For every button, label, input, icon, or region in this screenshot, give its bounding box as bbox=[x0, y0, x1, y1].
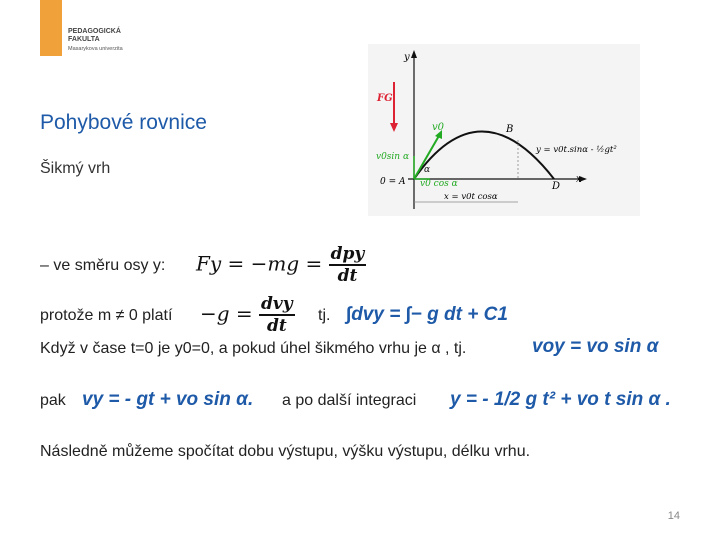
eq2-denominator: dt bbox=[267, 316, 287, 336]
equation-vy: vy = - gt + vo sin α. bbox=[82, 389, 254, 410]
eq2-fraction bbox=[259, 294, 295, 336]
protoze-text: protože m ≠ 0 platí bbox=[40, 307, 173, 324]
y-direction-text: – ve směru osy y: bbox=[40, 257, 166, 274]
axis-x-label: x bbox=[576, 174, 582, 185]
logo-subtitle: Masarykova univerzita bbox=[68, 46, 123, 52]
equation-integral: ∫dvy = ∫− g dt + C1 bbox=[346, 304, 508, 325]
v0-label: v0 bbox=[432, 122, 445, 133]
x-equation-label: x = v0t cosα bbox=[444, 192, 498, 202]
logo-text bbox=[68, 28, 121, 44]
equation-y: y = - 1/2 g t² + vo t sin α . bbox=[450, 389, 671, 410]
slide-subtitle: Šikmý vrh bbox=[40, 160, 111, 177]
point-d-label: D bbox=[552, 181, 561, 192]
pak-text: pak bbox=[40, 392, 66, 409]
projectile-figure bbox=[368, 44, 640, 216]
eq1-lhs: Fy = −mg = bbox=[196, 251, 323, 276]
equation-v0y: voy = vo sin α bbox=[532, 336, 659, 357]
eq1-numerator: dpy bbox=[330, 244, 365, 264]
integrace-text: a po další integraci bbox=[282, 392, 417, 409]
v0cos-label: v0 cos α bbox=[420, 179, 458, 189]
faculty-logo bbox=[40, 0, 62, 56]
tj-text: tj. bbox=[318, 307, 331, 324]
axis-y-label: y bbox=[404, 52, 410, 63]
eq1-denominator: dt bbox=[337, 266, 358, 286]
page-number: 14 bbox=[667, 510, 680, 522]
equation-newton-y bbox=[196, 244, 366, 286]
kdyz-text: Když v čase t=0 je y0=0, a pokud úhel šikmého vrhu je α , tj. bbox=[40, 340, 467, 357]
eq2-lhs: −g = bbox=[200, 301, 253, 326]
origin-label: 0 = A bbox=[380, 177, 406, 187]
logo-line1: PEDAGOGICKÁ bbox=[68, 28, 121, 35]
equation-accel bbox=[200, 294, 295, 336]
alpha-label: α bbox=[424, 165, 431, 175]
slide-title: Pohybové rovnice bbox=[40, 111, 207, 134]
v0sin-label: v0sin α bbox=[376, 152, 410, 162]
y-equation-label: y = v0t.sinα - ½gt² bbox=[536, 145, 617, 155]
eq2-numerator: dvy bbox=[261, 294, 293, 314]
eq1-fraction bbox=[329, 244, 367, 286]
gravity-label: FG bbox=[377, 93, 393, 104]
logo-line2: FAKULTA bbox=[68, 36, 100, 43]
nasledne-text: Následně můžeme spočítat dobu výstupu, výšku výstupu, délku vrhu. bbox=[40, 443, 531, 460]
point-b-label: B bbox=[506, 124, 514, 135]
